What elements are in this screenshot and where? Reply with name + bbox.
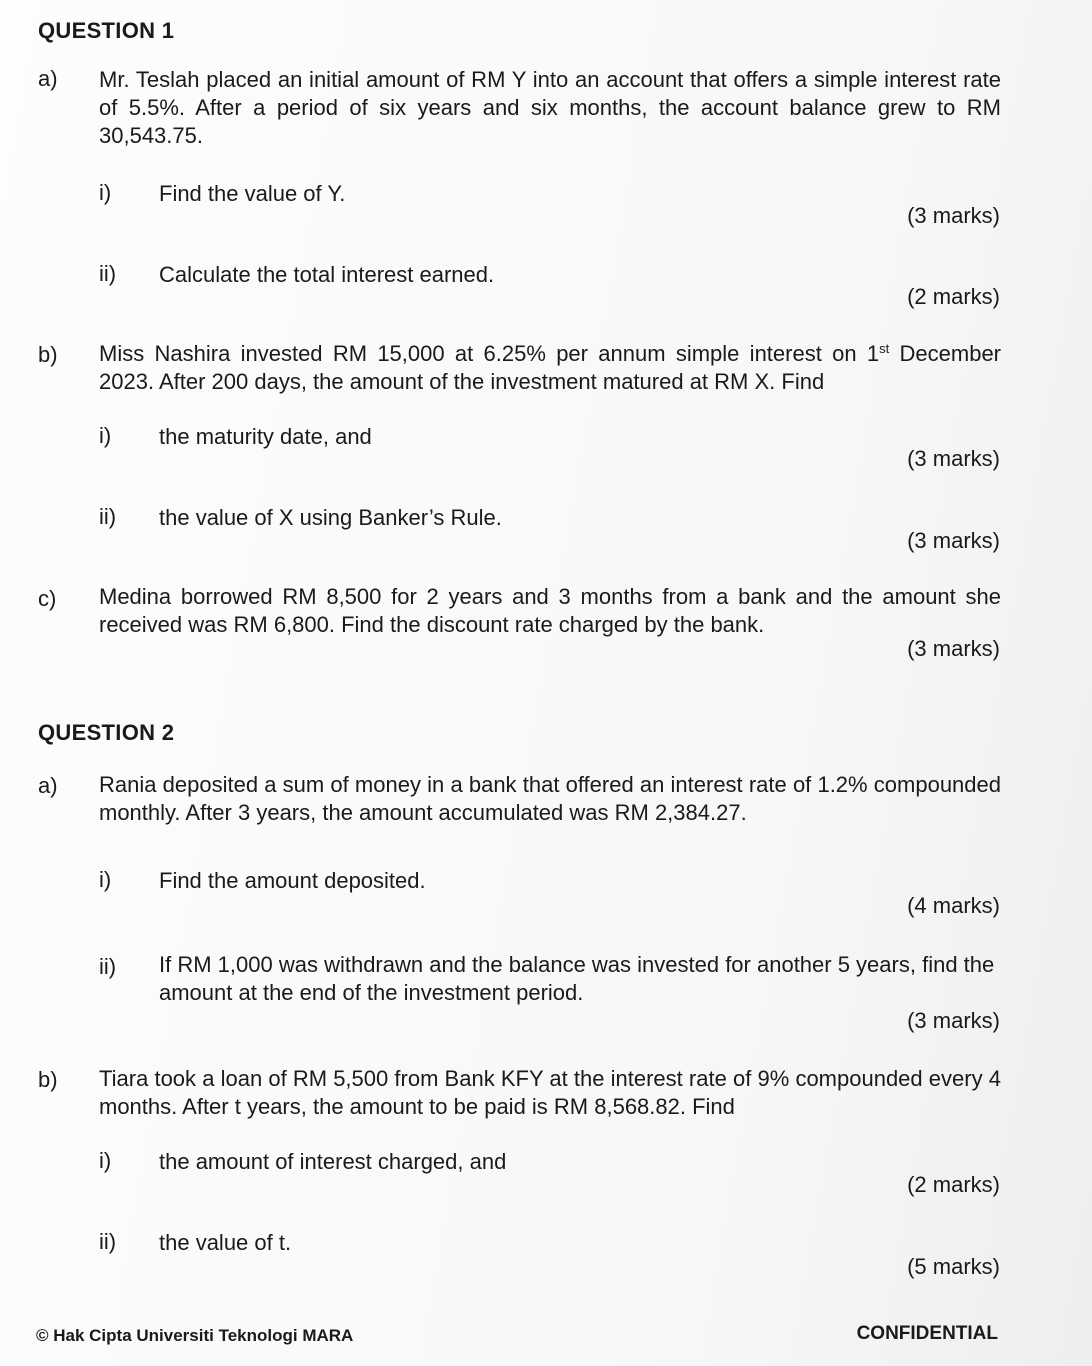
q2-b-i-marks: (2 marks) (907, 1172, 1000, 1197)
q2-part-a-text: Rania deposited a sum of money in a bank that offered an interest rate of 1.2% compounded monthly. After 3 years, the amount accumulated was RM 2,384.27. (99, 772, 1001, 825)
q1-a-ii-text: Calculate the total interest earned. (159, 262, 495, 287)
q2-part-a-label: a) (38, 773, 58, 798)
q2-part-b-label: b) (38, 1067, 58, 1092)
q1-a-i-marks: (3 marks) (907, 203, 1000, 228)
footer-copyright: © Hak Cipta Universiti Teknologi MARA (36, 1326, 354, 1345)
ordinal-suffix: st (879, 341, 890, 356)
q1-part-c-label: c) (38, 586, 57, 611)
q1-b-i-label: i) (99, 423, 112, 448)
footer-confidential: CONFIDENTIAL (856, 1323, 998, 1344)
q1-part-b-text-start: Miss Nashira invested RM 15,000 at 6.25% per annum simple interest on 1 (99, 341, 880, 366)
q2-part-b-text: Tiara took a loan of RM 5,500 from Bank KFY at the interest rate of 9% compounded every 4 months. After t years, the amount to be paid is RM 8,568.82. Find (99, 1066, 1001, 1119)
q1-a-ii-marks: (2 marks) (907, 284, 1000, 309)
q2-a-i-marks: (4 marks) (907, 893, 1000, 918)
q2-a-i-label: i) (99, 867, 112, 892)
q1-b-i-text: the maturity date, and (159, 424, 372, 449)
q2-a-ii-text: If RM 1,000 was withdrawn and the balance was invested for another 5 years, find the amount at the end of the investment period. (159, 952, 995, 1005)
q2-a-i-text: Find the amount deposited. (159, 868, 426, 893)
q2-b-i-text: the amount of interest charged, and (159, 1149, 507, 1174)
q1-a-i-text: Find the value of Y. (159, 181, 346, 206)
q2-b-ii-marks: (5 marks) (907, 1254, 1000, 1279)
q2-a-ii-marks: (3 marks) (907, 1008, 1000, 1033)
q1-b-i-marks: (3 marks) (907, 446, 1000, 471)
q2-b-i-label: i) (99, 1148, 112, 1173)
q1-b-ii-marks: (3 marks) (907, 528, 1000, 553)
q1-part-b-text-end: December 2023. After 200 days, the amount of the investment matured at RM X. Find (99, 341, 1002, 394)
q1-b-ii-text: the value of X using Banker’s Rule. (159, 505, 502, 530)
q1-a-i-label: i) (99, 180, 112, 205)
q1-part-b-text (99, 340, 1001, 396)
q1-part-a-label: a) (38, 66, 58, 91)
q1-b-ii-label: ii) (99, 504, 117, 529)
question-2-title: QUESTION 2 (38, 720, 175, 745)
q1-c-marks: (3 marks) (907, 636, 1000, 661)
q2-a-ii-label: ii) (99, 954, 117, 979)
q1-part-b-label: b) (38, 342, 58, 367)
q1-part-a-text: Mr. Teslah placed an initial amount of RM Y into an account that offers a simple interest rate of 5.5%. After a period of six years and six months, the account balance grew to RM 30,543.75. (99, 67, 1001, 148)
q2-b-ii-label: ii) (99, 1229, 117, 1254)
question-1-title: QUESTION 1 (38, 18, 175, 43)
q1-part-c-text: Medina borrowed RM 8,500 for 2 years and 3 months from a bank and the amount she received was RM 6,800. Find the discount rate charged by the bank. (99, 584, 1001, 637)
q1-a-ii-label: ii) (99, 261, 117, 286)
q2-b-ii-text: the value of t. (159, 1230, 292, 1255)
